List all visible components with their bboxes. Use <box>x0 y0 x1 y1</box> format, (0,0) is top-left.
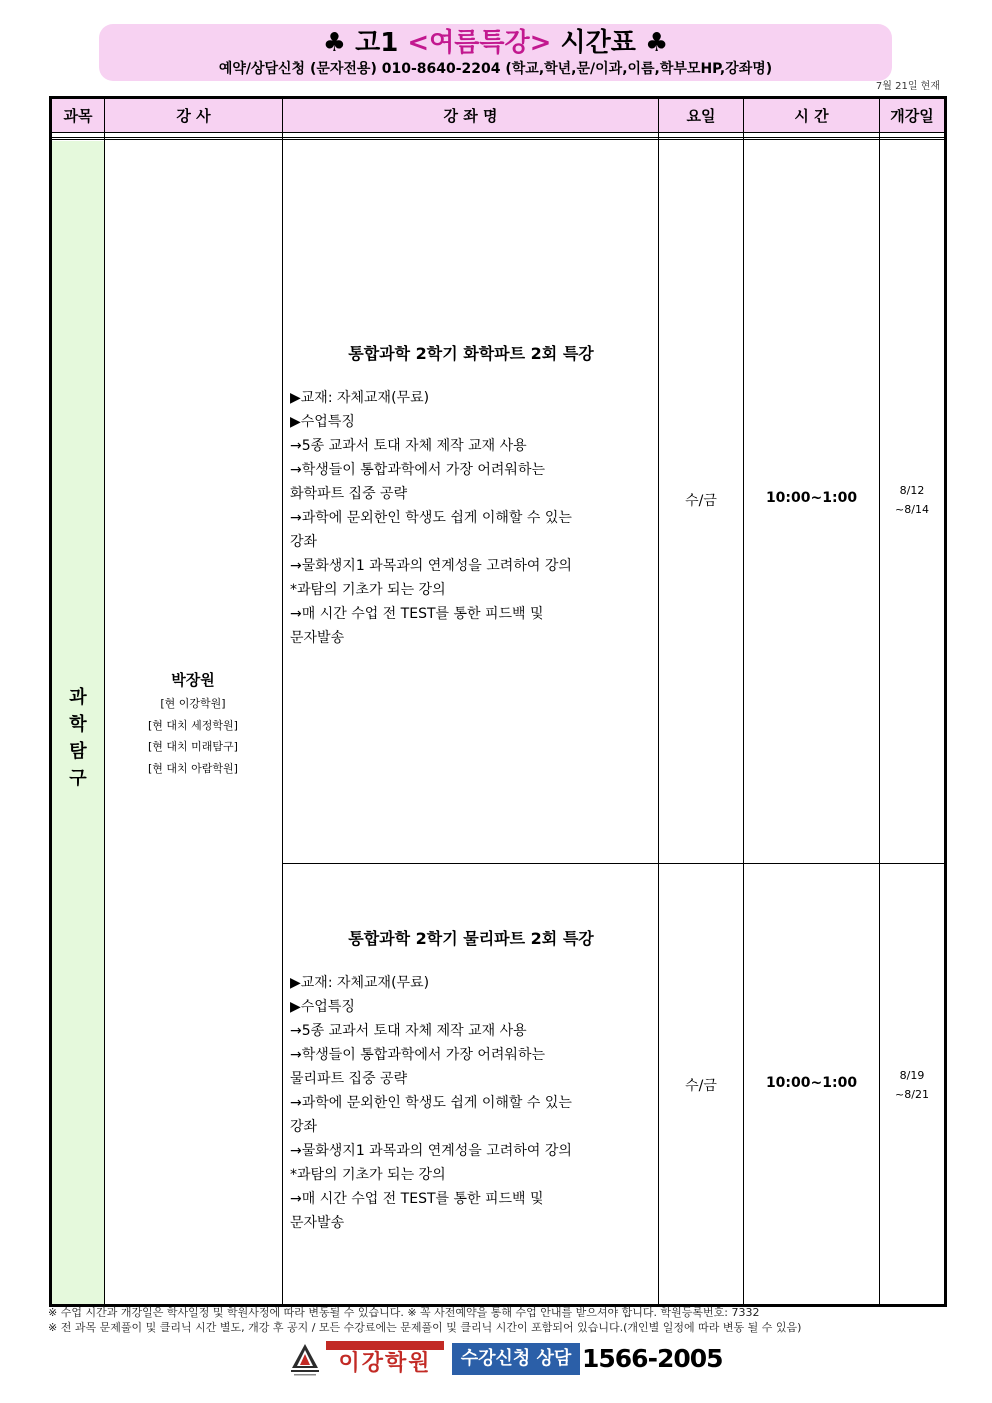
instructor-affiliation: [현 대치 미래탐구] <box>148 740 238 753</box>
timetable <box>49 96 947 1307</box>
column-divider <box>658 99 659 1304</box>
column-divider <box>879 99 880 1304</box>
header-divider-double <box>52 137 944 140</box>
col-header-subject: 과목 <box>63 107 93 125</box>
footnote: ※ 전 과목 문제풀이 및 클리닉 시간 별도, 개강 후 공지 / 모든 수강료에는 문제풀이 및 클리닉 시간이 포함되어 있습니다.(개인별 일정에 따라 변동 될 수 있음) <box>48 1321 802 1334</box>
course-title: 통합과학 2학기 물리파트 2회 특강 <box>348 929 594 948</box>
col-header-day: 요일 <box>686 107 716 125</box>
col-header-start-date: 개강일 <box>890 107 934 125</box>
column-divider <box>743 99 744 1304</box>
col-header-instructor: 강 사 <box>176 107 211 125</box>
column-divider <box>282 99 283 1304</box>
subject-label: 과 학 탐 구 <box>69 687 87 789</box>
instructor-cell <box>105 667 281 779</box>
instructor-affiliation: [현 대치 세정학원] <box>148 718 238 732</box>
academy-footer <box>288 1340 723 1380</box>
contact-subtitle: 예약/상담신청 (문자전용) 010-8640-2204 (학교,학년,문/이과,이름,학부모HP,강좌명) <box>218 61 773 77</box>
title-prefix: 고1 <box>355 28 399 58</box>
col-header-time: 시 간 <box>794 107 829 125</box>
as-of-date: 7월 21일 현재 <box>875 81 940 92</box>
instructor-affiliation: [현 이강학원] <box>160 697 226 710</box>
club-suit-icon: ♣ <box>322 28 347 58</box>
course-start-date: 8/19 ~8/21 <box>895 1069 929 1101</box>
col-header-course: 강 좌 명 <box>443 107 498 125</box>
course-start-date: 8/12 ~8/14 <box>895 484 929 516</box>
course-day: 수/금 <box>685 493 717 509</box>
phone-number: 1566-2005 <box>582 1344 723 1373</box>
header-divider <box>52 132 944 133</box>
course-cell <box>284 928 658 1235</box>
title-highlight: <여름특강> <box>407 28 552 58</box>
course-description: ▶교재: 자체교재(무료) ▶수업특징 →5종 교과서 토대 자체 제작 교재 사용 →학생들이 통합과학에서 가장 어려워하는 물리파트 집중 공략 →과학에 문외한인 학생도 쉽게 이해할 수 있는 강좌 →물화생지1 과목과의 연계성을 고려하여 강의 *과탐의 기초가 되는 강의 →매 시간 수업 전 TEST를 통한 피드백 및 문자발송 <box>290 975 572 1231</box>
title-suffix: 시간표 <box>560 28 636 58</box>
logo-tagline <box>326 1341 444 1350</box>
course-cell <box>284 343 658 650</box>
instructor-affiliation: [현 대치 아람학원] <box>148 761 238 775</box>
row-divider <box>282 863 944 864</box>
academy-name: 이강학원 <box>338 1351 432 1376</box>
footnote: ※ 수업 시간과 개강일은 학사일정 및 학원사정에 따라 변동될 수 있습니다. ※ 꼭 사전예약을 통해 수업 안내를 받으셔야 합니다. 학원등록번호: 7332 <box>48 1306 760 1319</box>
instructor-name: 박장원 <box>171 671 215 689</box>
academy-logo-icon <box>288 1340 322 1378</box>
course-description: ▶교재: 자체교재(무료) ▶수업특징 →5종 교과서 토대 자체 제작 교재 사용 →학생들이 통합과학에서 가장 어려워하는 화학파트 집중 공략 →과학에 문외한인 학생도 쉽게 이해할 수 있는 강좌 →물화생지1 과목과의 연계성을 고려하여 강의 *과탐의 기초가 되는 강의 →매 시간 수업 전 TEST를 통한 피드백 및 문자발송 <box>290 390 572 646</box>
course-time: 10:00~1:00 <box>765 490 858 506</box>
page-title <box>99 26 892 60</box>
course-time: 10:00~1:00 <box>765 1075 858 1091</box>
club-suit-icon: ♣ <box>644 28 669 58</box>
enroll-badge: 수강신청 상담 <box>452 1343 580 1375</box>
course-title: 통합과학 2학기 화학파트 2회 특강 <box>348 344 594 363</box>
course-day: 수/금 <box>685 1078 717 1094</box>
